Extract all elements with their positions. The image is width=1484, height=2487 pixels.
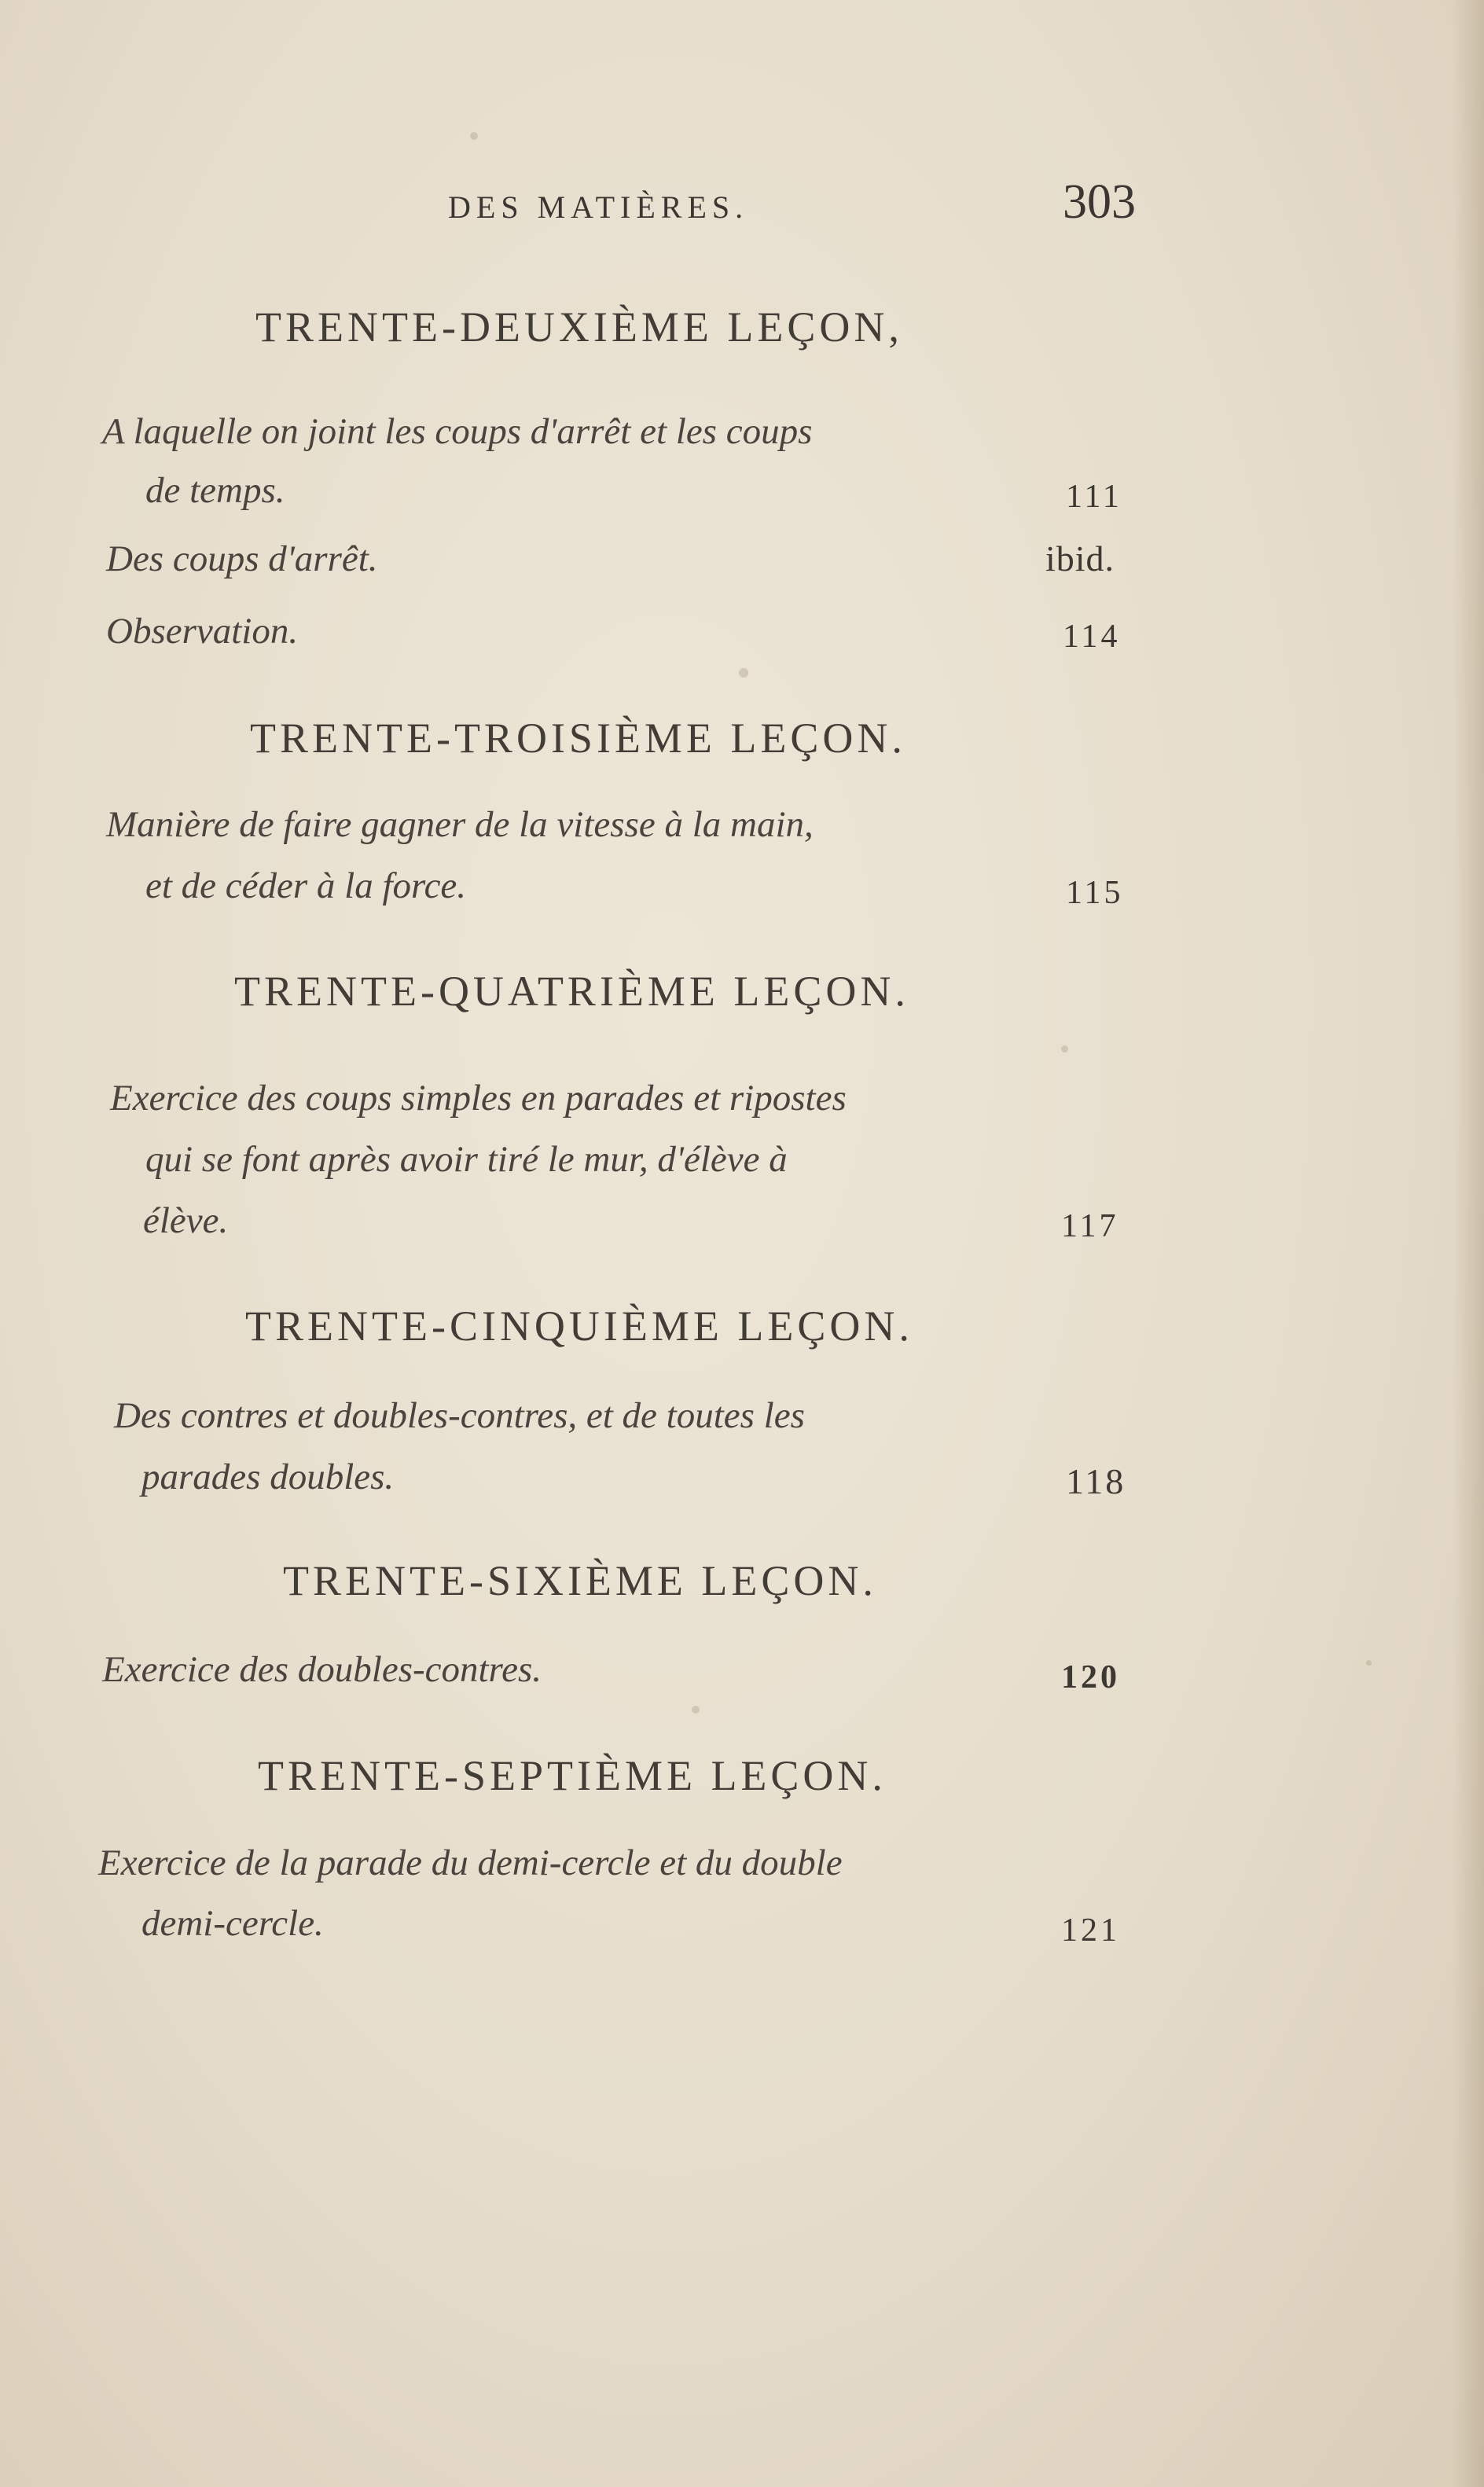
running-head: DES MATIÈRES. <box>448 189 749 225</box>
section-heading: TRENTE-SEPTIÈME LEÇON. <box>258 1752 887 1799</box>
entry-page-ref: 117 <box>1061 1208 1119 1244</box>
entry-page-ref: 114 <box>1063 619 1121 655</box>
section-heading: TRENTE-QUATRIÈME LEÇON. <box>234 968 909 1015</box>
entry-page-ref: 120 <box>1061 1659 1120 1695</box>
section-heading: TRENTE-SIXIÈME LEÇON. <box>283 1557 877 1604</box>
entry-line: Observation. <box>106 611 299 652</box>
foxing-spot <box>1061 1045 1068 1052</box>
entry-line: de temps. <box>145 470 285 511</box>
entry-line: Des contres et doubles-contres, et de toutes les <box>114 1395 805 1436</box>
entry-page-ref: ibid. <box>1045 538 1115 579</box>
entry-page-ref: 111 <box>1066 479 1122 515</box>
foxing-spot <box>1366 1660 1372 1666</box>
foxing-spot <box>739 668 748 678</box>
section-heading: TRENTE-CINQUIÈME LEÇON. <box>245 1302 913 1350</box>
entry-line: Exercice de la parade du demi-cercle et du double <box>98 1842 843 1883</box>
page-edge-shadow <box>1453 0 1484 2487</box>
entry-line: Des coups d'arrêt. <box>106 538 378 579</box>
entry-line: Exercice des doubles-contres. <box>102 1649 542 1690</box>
foxing-spot <box>692 1706 700 1714</box>
entry-line: A laquelle on joint les coups d'arrêt et les coups <box>102 411 813 452</box>
entry-line: et de céder à la force. <box>145 865 467 906</box>
section-heading: TRENTE-TROISIÈME LEÇON. <box>250 715 906 762</box>
entry-line: Manière de faire gagner de la vitesse à la main, <box>106 804 814 845</box>
foxing-spot <box>470 132 478 140</box>
entry-line: Exercice des coups simples en parades et ripostes <box>110 1078 847 1119</box>
entry-line: parades doubles. <box>141 1457 395 1497</box>
page-number: 303 <box>1063 175 1136 229</box>
entry-page-ref: 121 <box>1061 1912 1120 1949</box>
entry-line: qui se font après avoir tiré le mur, d'élève à <box>145 1139 788 1180</box>
entry-line: élève. <box>143 1200 229 1241</box>
entry-page-ref: 115 <box>1066 875 1124 911</box>
entry-page-ref: 118 <box>1066 1461 1126 1501</box>
section-heading: TRENTE-DEUXIÈME LEÇON, <box>255 303 903 351</box>
entry-line: demi-cercle. <box>141 1903 324 1944</box>
